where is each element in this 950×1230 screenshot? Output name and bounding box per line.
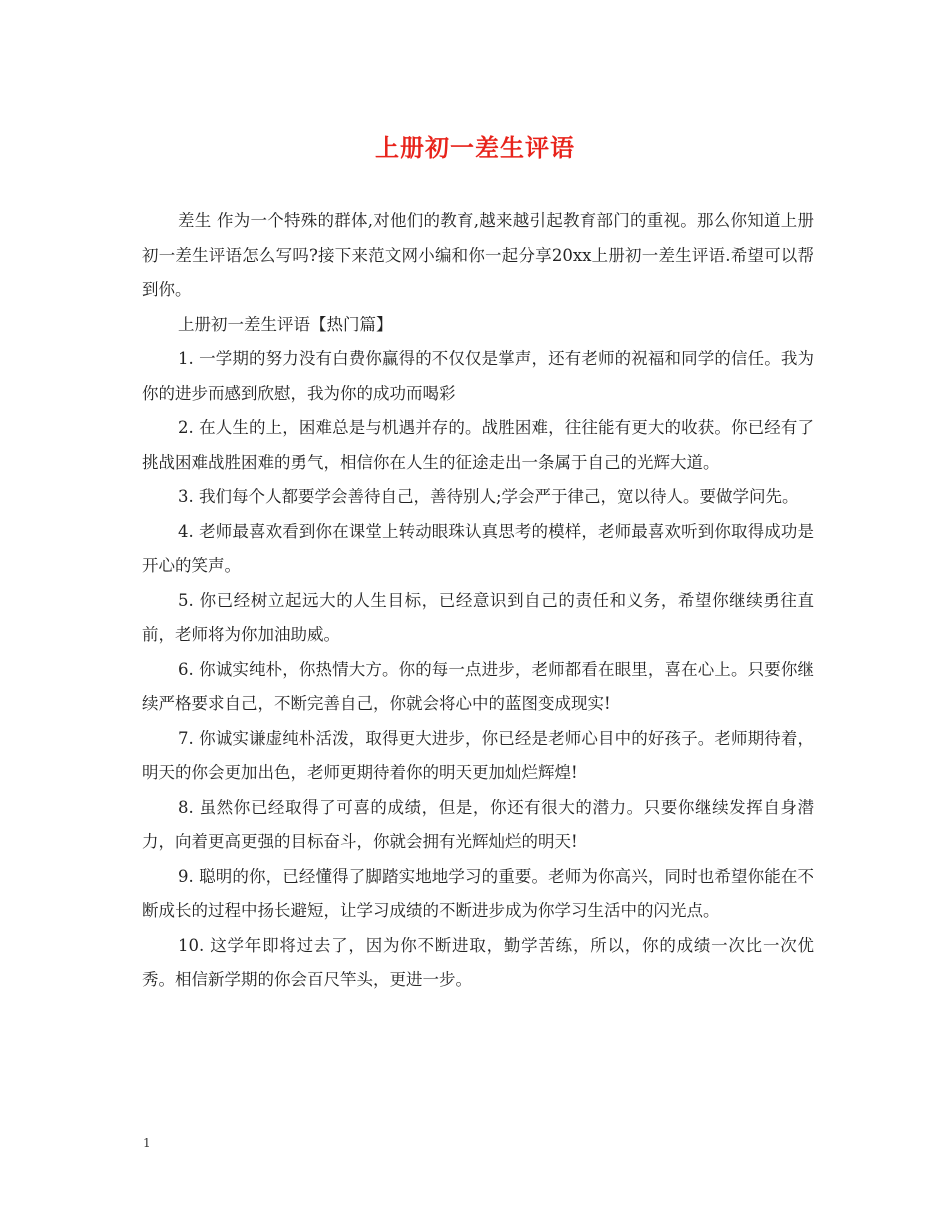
intro-paragraph: 差生 作为一个特殊的群体,对他们的教育,越来越引起教育部门的重视。那么你知道上册初一差生评语怎么写吗?接下来范文网小编和你一起分享20xx上册初一差生评语.希望可以帮到你。 — [142, 211, 814, 299]
comment-item-9: 9. 聪明的你，已经懂得了脚踏实地地学习的重要。老师为你高兴，同时也希望你能在不断成长的过程中扬长避短，让学习成绩的不断进步成为你学习生活中的闪光点。 — [142, 866, 814, 920]
comment-item-5: 5. 你已经树立起远大的人生目标，已经意识到自己的责任和义务，希望你继续勇往直前，老师将为你加油助威。 — [142, 590, 814, 644]
document-body — [142, 204, 814, 998]
section-heading: 上册初一差生评语【热门篇】 — [178, 314, 393, 334]
comment-item-1: 1. 一学期的努力没有白费你赢得的不仅仅是掌声，还有老师的祝福和同学的信任。我为你的进步而感到欣慰，我为你的成功而喝彩 — [142, 349, 814, 403]
comment-item-4: 4. 老师最喜欢看到你在课堂上转动眼珠认真思考的模样，老师最喜欢听到你取得成功是开心的笑声。 — [142, 521, 814, 575]
comment-item-6: 6. 你诚实纯朴，你热情大方。你的每一点进步，老师都看在眼里，喜在心上。只要你继续严格要求自己，不断完善自己，你就会将心中的蓝图变成现实! — [142, 659, 814, 713]
comment-item-2: 2. 在人生的上，困难总是与机遇并存的。战胜困难，往往能有更大的收获。你已经有了挑战困难战胜困难的勇气，相信你在人生的征途走出一条属于自己的光辉大道。 — [142, 418, 814, 472]
comment-item-10: 10. 这学年即将过去了，因为你不断进取，勤学苦练，所以，你的成绩一次比一次优秀。相信新学期的你会百尺竿头，更进一步。 — [142, 935, 814, 989]
page-title: 上册初一差生评语 — [375, 133, 575, 162]
page-number: 1 — [143, 1136, 151, 1150]
comment-item-7: 7. 你诚实谦虚纯朴活泼，取得更大进步，你已经是老师心目中的好孩子。老师期待着，明天的你会更加出色，老师更期待着你的明天更加灿烂辉煌! — [142, 728, 814, 782]
comment-item-3: 3. 我们每个人都要学会善待自己，善待别人;学会严于律己，宽以待人。要做学问先。 — [178, 487, 799, 506]
comment-item-8: 8. 虽然你已经取得了可喜的成绩，但是，你还有很大的潜力。只要你继续发挥自身潜力，向着更高更强的目标奋斗，你就会拥有光辉灿烂的明天! — [142, 797, 814, 851]
